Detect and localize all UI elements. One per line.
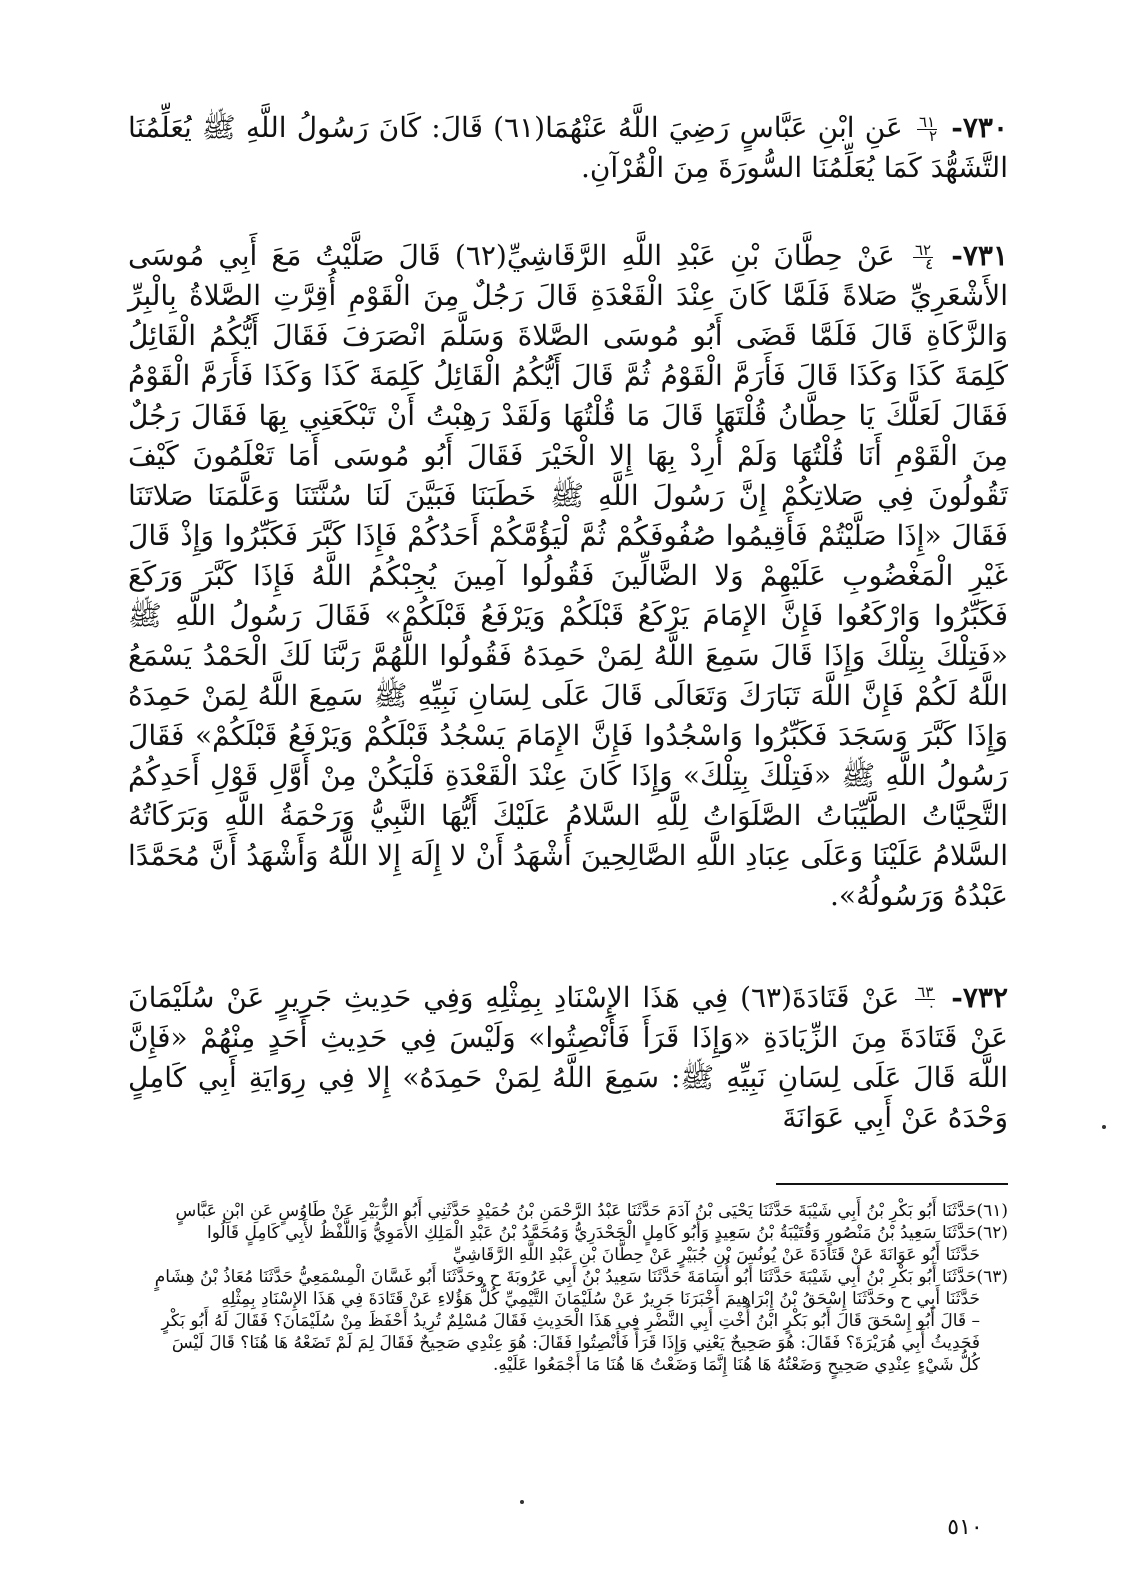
footnote-line: كُلُّ شَيْءٍ عِنْدِي صَحِيحٍ وَضَعْتُهُ هَا هُنَا إِنَّمَا وَضَعْتُ هَا هُنَا مَا أَجْمَعُوا عَلَيْهِ. xyxy=(492,1355,980,1375)
hadith-731 xyxy=(128,236,1008,916)
footnote-separator xyxy=(776,1183,1008,1185)
footnote-line: (٦٢)حَدَّثَنَا سَعِيدُ بْنُ مَنْصُورٍ وَقُتَيْبَةُ بْنُ سَعِيدٍ وَأَبُو كَامِلٍ الْجَحْدَرِيُّ وَمُحَمَّدُ بْنُ عَبْدِ الْمَلِكِ الأُمَوِيُّ وَاللَّفْظُ لأَبِي كَامِلٍ قَالُوا xyxy=(207,1223,1008,1243)
footnote-line: (٦٣)حَدَّثَنَا أَبُو بَكْرِ بْنُ أَبِي شَيْبَةَ حَدَّثَنَا أَبُو أُسَامَةَ حَدَّثَنَا سَعِيدُ بْنُ أَبِي عَرُوبَةَ ح وحَدَّثَنَا أَبُو غَسَّانَ الْمِسْمَعِيُّ حَدَّثَنَا مُعَاذُ بْنُ هِشَامٍ xyxy=(154,1267,1008,1287)
hadith-text: عَنْ حِطَّانَ بْنِ عَبْدِ اللَّهِ الرَّقَاشِيِّ(٦٢) قَالَ صَلَّيْتُ مَعَ أَبِي مُوسَى الأَشْعَرِيِّ صَلاةً فَلَمَّا كَانَ عِنْدَ الْقَعْدَةِ قَالَ رَجُلٌ مِنَ الْقَوْمِ أُقِرَّتِ الصَّلاةُ بِالْبِرِّ وَالزَّكَاةِ قَالَ فَلَمَّا قَضَى أَبُو مُوسَى الصَّلاةَ وَسَلَّمَ انْصَرَفَ فَقَالَ أَيُّكُمُ الْقَائِلُ كَلِمَةَ كَذَا وَكَذَا قَالَ فَأَرَمَّ الْقَوْمُ ثُمَّ قَالَ أَيُّكُمُ الْقَائِلُ كَلِمَةَ كَذَا وَكَذَا فَأَرَمَّ الْقَوْمُ فَقَالَ لَعَلَّكَ يَا حِطَّانُ قُلْتَهَا قَالَ مَا قُلْتُهَا وَلَقَدْ رَهِبْتُ أَنْ تَبْكَعَنِي بِهَا فَقَالَ رَجُلٌ مِنَ الْقَوْمِ أَنَا قُلْتُهَا وَلَمْ أُرِدْ بِهَا إِلا الْخَيْرَ فَقَالَ أَبُو مُوسَى أَمَا تَعْلَمُونَ كَيْفَ تَقُولُونَ فِي صَلاتِكُمْ إِنَّ رَسُولَ اللَّهِ ﷺ خَطَبَنَا فَبَيَّنَ لَنَا سُنَّتَنَا وَعَلَّمَنَا صَلاتَنَا فَقَالَ «إِذَا صَلَّيْتُمْ فَأَقِيمُوا صُفُوفَكُمْ ثُمَّ لْيَؤُمَّكُمْ أَحَدُكُمْ فَإِذَا كَبَّرَ فَكَبِّرُوا وَإِذْ قَالَ غَيْرِ الْمَغْضُوبِ عَلَيْهِمْ وَلا الضَّالِّينَ فَقُولُوا آمِينَ يُجِبْكُمُ اللَّهُ فَإِذَا كَبَّرَ وَرَكَعَ فَكَبِّرُوا وَارْكَعُوا فَإِنَّ الإِمَامَ يَرْكَعُ قَبْلَكُمْ وَيَرْفَعُ قَبْلَكُمْ» فَقَالَ رَسُولُ اللَّهِ ﷺ «فَتِلْكَ بِتِلْكَ وَإِذَا قَالَ سَمِعَ اللَّهُ لِمَنْ حَمِدَهُ فَقُولُوا اللَّهُمَّ رَبَّنَا لَكَ الْحَمْدُ يَسْمَعُ اللَّهُ لَكُمْ فَإِنَّ اللَّهَ تَبَارَكَ وَتَعَالَى قَالَ عَلَى لِسَانِ نَبِيِّهِ ﷺ سَمِعَ اللَّهُ لِمَنْ حَمِدَهُ وَإِذَا كَبَّرَ وَسَجَدَ فَكَبِّرُوا وَاسْجُدُوا فَإِنَّ الإِمَامَ يَسْجُدُ قَبْلَكُمْ وَيَرْفَعُ قَبْلَكُمْ» فَقَالَ رَسُولُ اللَّهِ ﷺ «فَتِلْكَ بِتِلْكَ» وَإِذَا كَانَ عِنْدَ الْقَعْدَةِ فَلْيَكُنْ مِنْ أَوَّلِ قَوْلِ أَحَدِكُمُ التَّحِيَّاتُ الطَّيِّبَاتُ الصَّلَوَاتُ لِلَّهِ السَّلامُ عَلَيْكَ أَيُّهَا النَّبِيُّ وَرَحْمَةُ اللَّهِ وَبَرَكَاتُهُ السَّلامُ عَلَيْنَا وَعَلَى عِبَادِ اللَّهِ الصَّالِحِينَ أَشْهَدُ أَنْ لا إِلَهَ إِلا اللَّهُ وَأَشْهَدُ أَنَّ مُحَمَّدًا عَبْدُهُ وَرَسُولُهُ». xyxy=(128,239,1008,912)
scan-speck xyxy=(520,1500,524,1504)
hadith-number: ٧٣٢- xyxy=(951,981,1008,1014)
hadith-number: ٧٣٠- xyxy=(951,111,1008,144)
scan-speck xyxy=(1102,1125,1106,1129)
footnote-line: حَدَّثَنَا أَبُو عَوَانَةَ عَنْ قَتَادَةَ عَنْ يُونُسَ بْنِ جُبَيْرٍ عَنْ حِطَّانَ بْنِ عَبْدِ اللَّهِ الرَّقَاشِيِّ xyxy=(452,1245,980,1265)
hadith-reference: $\frac{٦٢}{٤}$ xyxy=(915,241,934,273)
hadith-paragraph xyxy=(128,108,1008,188)
footnote-line: (٦١)حَدَّثَنَا أَبُو بَكْرِ بْنُ أَبِي شَيْبَةَ حَدَّثَنَا يَحْيَى بْنُ آدَمَ حَدَّثَنَا عَبْدُ الرَّحْمَنِ بْنُ حُمَيْدٍ حَدَّثَنِي أَبُو الزُّبَيْرِ عَنْ طَاوُسٍ عَنِ ابْنِ عَبَّاسٍ xyxy=(175,1201,1008,1221)
hadith-number: ٧٣١- xyxy=(951,239,1008,272)
hadith-text: عَنِ ابْنِ عَبَّاسٍ رَضِيَ اللَّهُ عَنْهُمَا(٦١) قَالَ: كَانَ رَسُولُ اللَّهِ ﷺ يُعَلِّمُنَا التَّشَهُّدَ كَمَا يُعَلِّمُنَا السُّورَةَ مِنَ الْقُرْآنِ. xyxy=(128,111,1008,184)
page-number: ٥١٠ xyxy=(947,1515,983,1540)
footnote-line: – قَالَ أَبُو إِسْحَقَ قَالَ أَبُو بَكْرٍ ابْنُ أُخْتِ أَبِي النَّضْرِ فِي هَذَا الْحَدِيثِ فَقَالَ مُسْلِمٌ تُرِيدُ أَحْفَظَ مِنْ سُلَيْمَانَ؟ فَقَالَ لَهُ أَبُو بَكْرٍ xyxy=(161,1311,980,1331)
hadith-reference: $\frac{٦٣}{٠}$ xyxy=(917,983,936,1015)
hadith-paragraph xyxy=(128,236,1008,916)
footnote-line: فَحَدِيثُ أَبِي هُرَيْرَةَ؟ فَقَالَ: هُوَ صَحِيحٌ يَعْنِي وَإِذَا قَرَأَ فَأَنْصِتُوا فَقَالَ: هُوَ عِنْدِي صَحِيحٌ فَقَالَ لِمَ لَمْ تَضَعْهُ هَا هُنَا؟ قَالَ لَيْسَ xyxy=(171,1333,980,1353)
hadith-paragraph xyxy=(128,978,1008,1138)
hadith-reference: $\frac{٦١}{٢}$ xyxy=(918,113,938,145)
hadith-732 xyxy=(128,978,1008,1138)
hadith-730 xyxy=(128,108,1008,188)
footnote-line: حَدَّثَنَا أَبِي ح وحَدَّثَنَا إِسْحَقُ بْنُ إِبْرَاهِيمَ أَخْبَرَنَا جَرِيرٌ عَنْ سُلَيْمَانَ التَّيْمِيِّ كُلُّ هَؤُلاءِ عَنْ قَتَادَةَ فِي هَذَا الإِسْنَادِ بِمِثْلِهِ xyxy=(221,1289,980,1309)
hadith-text: عَنْ قَتَادَةَ(٦٣) فِي هَذَا الإِسْنَادِ بِمِثْلِهِ وَفِي حَدِيثِ جَرِيرٍ عَنْ سُلَيْمَانَ عَنْ قَتَادَةَ مِنَ الزِّيَادَةِ «وَإِذَا قَرَأَ فَأَنْصِتُوا» وَلَيْسَ فِي حَدِيثِ أَحَدٍ مِنْهُمْ «فَإِنَّ اللَّهَ قَالَ عَلَى لِسَانِ نَبِيِّهِ ﷺ: سَمِعَ اللَّهُ لِمَنْ حَمِدَهُ» إِلا فِي رِوَايَةِ أَبِي كَامِلٍ وَحْدَهُ عَنْ أَبِي عَوَانَةَ xyxy=(128,981,1008,1134)
footnotes xyxy=(128,1200,1008,1376)
